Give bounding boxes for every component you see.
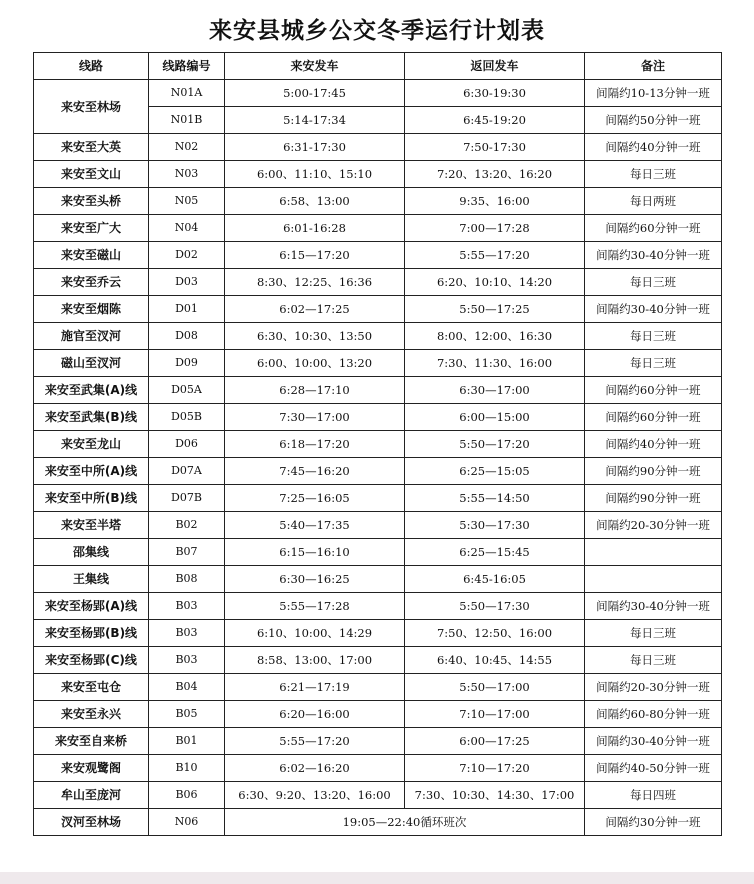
route-note: 间隔约40分钟一班: [585, 134, 722, 161]
route-name: 来安至杨郢(C)线: [34, 647, 149, 674]
depart-time: 6:30、10:30、13:50: [225, 323, 405, 350]
route-code: N03: [149, 161, 225, 188]
route-name: 来安至文山: [34, 161, 149, 188]
route-name: 来安观鹭阁: [34, 755, 149, 782]
header-code: 线路编号: [149, 53, 225, 80]
return-time: 6:30-19:30: [405, 80, 585, 107]
route-name: 来安至烟陈: [34, 296, 149, 323]
depart-time: 6:20—16:00: [225, 701, 405, 728]
depart-time: 8:30、12:25、16:36: [225, 269, 405, 296]
depart-time: 7:30—17:00: [225, 404, 405, 431]
route-name: 王集线: [34, 566, 149, 593]
depart-time: 6:30—16:25: [225, 566, 405, 593]
route-note: 间隔约90分钟一班: [585, 458, 722, 485]
depart-time: 6:21—17:19: [225, 674, 405, 701]
table-row: [34, 296, 722, 323]
route-code: B04: [149, 674, 225, 701]
route-name: 来安至乔云: [34, 269, 149, 296]
route-name: 来安至广大: [34, 215, 149, 242]
return-time: 5:55—14:50: [405, 485, 585, 512]
route-note: 每日三班: [585, 269, 722, 296]
route-note: 每日四班: [585, 782, 722, 809]
table-row: [34, 431, 722, 458]
route-note: 间隔约40-50分钟一班: [585, 755, 722, 782]
bus-schedule-table: [33, 52, 722, 836]
return-time: 6:30—17:00: [405, 377, 585, 404]
route-code: D05B: [149, 404, 225, 431]
table-row: [34, 350, 722, 377]
return-time: 6:00—15:00: [405, 404, 585, 431]
table-row: [34, 539, 722, 566]
return-time: 6:00—17:25: [405, 728, 585, 755]
route-code: B03: [149, 593, 225, 620]
depart-time: 5:55—17:28: [225, 593, 405, 620]
table-row: [34, 242, 722, 269]
route-name: 汊河至林场: [34, 809, 149, 836]
route-name: 磁山至汊河: [34, 350, 149, 377]
route-code: D08: [149, 323, 225, 350]
depart-time: 6:01-16:28: [225, 215, 405, 242]
route-note: 间隔约20-30分钟一班: [585, 512, 722, 539]
page-title: 来安县城乡公交冬季运行计划表: [209, 18, 545, 44]
route-note: 间隔约60分钟一班: [585, 404, 722, 431]
route-name: 施官至汊河: [34, 323, 149, 350]
table-row: [34, 674, 722, 701]
depart-time: 6:31-17:30: [225, 134, 405, 161]
route-name: 来安至中所(A)线: [34, 458, 149, 485]
route-name: 来安至大英: [34, 134, 149, 161]
table-header-row: [34, 53, 722, 80]
route-name: 来安至杨郢(B)线: [34, 620, 149, 647]
depart-time: 5:00-17:45: [225, 80, 405, 107]
route-name: 邵集线: [34, 539, 149, 566]
route-name: 来安至龙山: [34, 431, 149, 458]
table-row: [34, 485, 722, 512]
depart-time: 6:30、9:20、13:20、16:00: [225, 782, 405, 809]
route-note: 间隔约30-40分钟一班: [585, 728, 722, 755]
table-row: [34, 728, 722, 755]
route-code: D07B: [149, 485, 225, 512]
depart-time: 6:10、10:00、14:29: [225, 620, 405, 647]
return-time: 7:20、13:20、16:20: [405, 161, 585, 188]
route-note: 间隔约20-30分钟一班: [585, 674, 722, 701]
return-time: 6:20、10:10、14:20: [405, 269, 585, 296]
table-row: [34, 80, 722, 107]
route-note: 间隔约40分钟一班: [585, 431, 722, 458]
table-row: [34, 755, 722, 782]
return-time: 6:40、10:45、14:55: [405, 647, 585, 674]
depart-time: 7:45—16:20: [225, 458, 405, 485]
route-code: B02: [149, 512, 225, 539]
return-time: 7:10—17:00: [405, 701, 585, 728]
header-route: 线路: [34, 53, 149, 80]
route-code: B10: [149, 755, 225, 782]
route-name: 来安至头桥: [34, 188, 149, 215]
route-code: B07: [149, 539, 225, 566]
route-note: 每日三班: [585, 161, 722, 188]
return-time: 5:50—17:00: [405, 674, 585, 701]
return-time: 5:30—17:30: [405, 512, 585, 539]
route-code: D03: [149, 269, 225, 296]
route-name: 来安至林场: [34, 80, 149, 134]
return-time: 6:25—15:45: [405, 539, 585, 566]
bottom-edge-band: [0, 872, 754, 884]
return-time: 7:50-17:30: [405, 134, 585, 161]
depart-time: 6:28—17:10: [225, 377, 405, 404]
route-code: N04: [149, 215, 225, 242]
route-note: 间隔约90分钟一班: [585, 485, 722, 512]
return-time: 7:30、11:30、16:00: [405, 350, 585, 377]
table-row: [34, 188, 722, 215]
table-row: [34, 512, 722, 539]
route-name: 来安至自来桥: [34, 728, 149, 755]
table-row: [34, 647, 722, 674]
table-row: [34, 134, 722, 161]
route-name: 来安至半塔: [34, 512, 149, 539]
depart-time: 5:40—17:35: [225, 512, 405, 539]
route-code: N05: [149, 188, 225, 215]
route-code: D07A: [149, 458, 225, 485]
route-code: B06: [149, 782, 225, 809]
route-note: 间隔约10-13分钟一班: [585, 80, 722, 107]
route-code: D09: [149, 350, 225, 377]
table-row: [34, 269, 722, 296]
route-code: D05A: [149, 377, 225, 404]
depart-time: 6:02—17:25: [225, 296, 405, 323]
depart-time: 6:00、11:10、15:10: [225, 161, 405, 188]
table-row: [34, 620, 722, 647]
depart-time: 6:15—17:20: [225, 242, 405, 269]
route-note: 间隔约30-40分钟一班: [585, 296, 722, 323]
route-note: 间隔约30分钟一班: [585, 809, 722, 836]
table-row: [34, 215, 722, 242]
route-name: 来安至中所(B)线: [34, 485, 149, 512]
route-note: 每日三班: [585, 647, 722, 674]
combined-time: 19:05—22:40循环班次: [225, 809, 585, 836]
route-note: 每日三班: [585, 323, 722, 350]
return-time: 5:50—17:30: [405, 593, 585, 620]
return-time: 7:00—17:28: [405, 215, 585, 242]
table-row: [34, 593, 722, 620]
route-note: [585, 539, 722, 566]
route-name: 牟山至庞河: [34, 782, 149, 809]
depart-time: 6:18—17:20: [225, 431, 405, 458]
return-time: 5:50—17:20: [405, 431, 585, 458]
return-time: 6:25—15:05: [405, 458, 585, 485]
route-name: 来安至屯仓: [34, 674, 149, 701]
depart-time: 8:58、13:00、17:00: [225, 647, 405, 674]
return-time: 5:55—17:20: [405, 242, 585, 269]
route-note: 间隔约50分钟一班: [585, 107, 722, 134]
return-time: 5:50—17:25: [405, 296, 585, 323]
route-code: N02: [149, 134, 225, 161]
route-name: 来安至杨郢(A)线: [34, 593, 149, 620]
route-code: N01B: [149, 107, 225, 134]
route-name: 来安至武集(A)线: [34, 377, 149, 404]
table-row: [34, 377, 722, 404]
route-code: B03: [149, 620, 225, 647]
table-row: [34, 161, 722, 188]
route-code: D02: [149, 242, 225, 269]
route-name: 来安至永兴: [34, 701, 149, 728]
depart-time: 7:25—16:05: [225, 485, 405, 512]
route-code: B08: [149, 566, 225, 593]
route-code: B01: [149, 728, 225, 755]
route-note: 间隔约30-40分钟一班: [585, 593, 722, 620]
route-note: 间隔约30-40分钟一班: [585, 242, 722, 269]
depart-time: 5:14-17:34: [225, 107, 405, 134]
depart-time: 6:15—16:10: [225, 539, 405, 566]
route-code: B05: [149, 701, 225, 728]
return-time: 8:00、12:00、16:30: [405, 323, 585, 350]
return-time: 7:10—17:20: [405, 755, 585, 782]
depart-time: 5:55—17:20: [225, 728, 405, 755]
return-time: 9:35、16:00: [405, 188, 585, 215]
route-code: N01A: [149, 80, 225, 107]
table-row: [34, 809, 722, 836]
route-code: B03: [149, 647, 225, 674]
route-note: 每日三班: [585, 620, 722, 647]
return-time: 6:45-16:05: [405, 566, 585, 593]
depart-time: 6:02—16:20: [225, 755, 405, 782]
return-time: 6:45-19:20: [405, 107, 585, 134]
table-row: [34, 458, 722, 485]
route-code: D01: [149, 296, 225, 323]
route-name: 来安至磁山: [34, 242, 149, 269]
route-note: 间隔约60分钟一班: [585, 377, 722, 404]
table-row: [34, 566, 722, 593]
depart-time: 6:58、13:00: [225, 188, 405, 215]
route-note: 每日三班: [585, 350, 722, 377]
header-return: 返回发车: [405, 53, 585, 80]
table-row: [34, 323, 722, 350]
route-code: D06: [149, 431, 225, 458]
header-note: 备注: [585, 53, 722, 80]
route-note: 间隔约60-80分钟一班: [585, 701, 722, 728]
depart-time: 6:00、10:00、13:20: [225, 350, 405, 377]
return-time: 7:30、10:30、14:30、17:00: [405, 782, 585, 809]
return-time: 7:50、12:50、16:00: [405, 620, 585, 647]
table-row: [34, 404, 722, 431]
route-note: 间隔约60分钟一班: [585, 215, 722, 242]
route-name: 来安至武集(B)线: [34, 404, 149, 431]
route-note: 每日两班: [585, 188, 722, 215]
table-row: [34, 701, 722, 728]
route-note: [585, 566, 722, 593]
route-code: N06: [149, 809, 225, 836]
table-row: [34, 782, 722, 809]
header-depart: 来安发车: [225, 53, 405, 80]
